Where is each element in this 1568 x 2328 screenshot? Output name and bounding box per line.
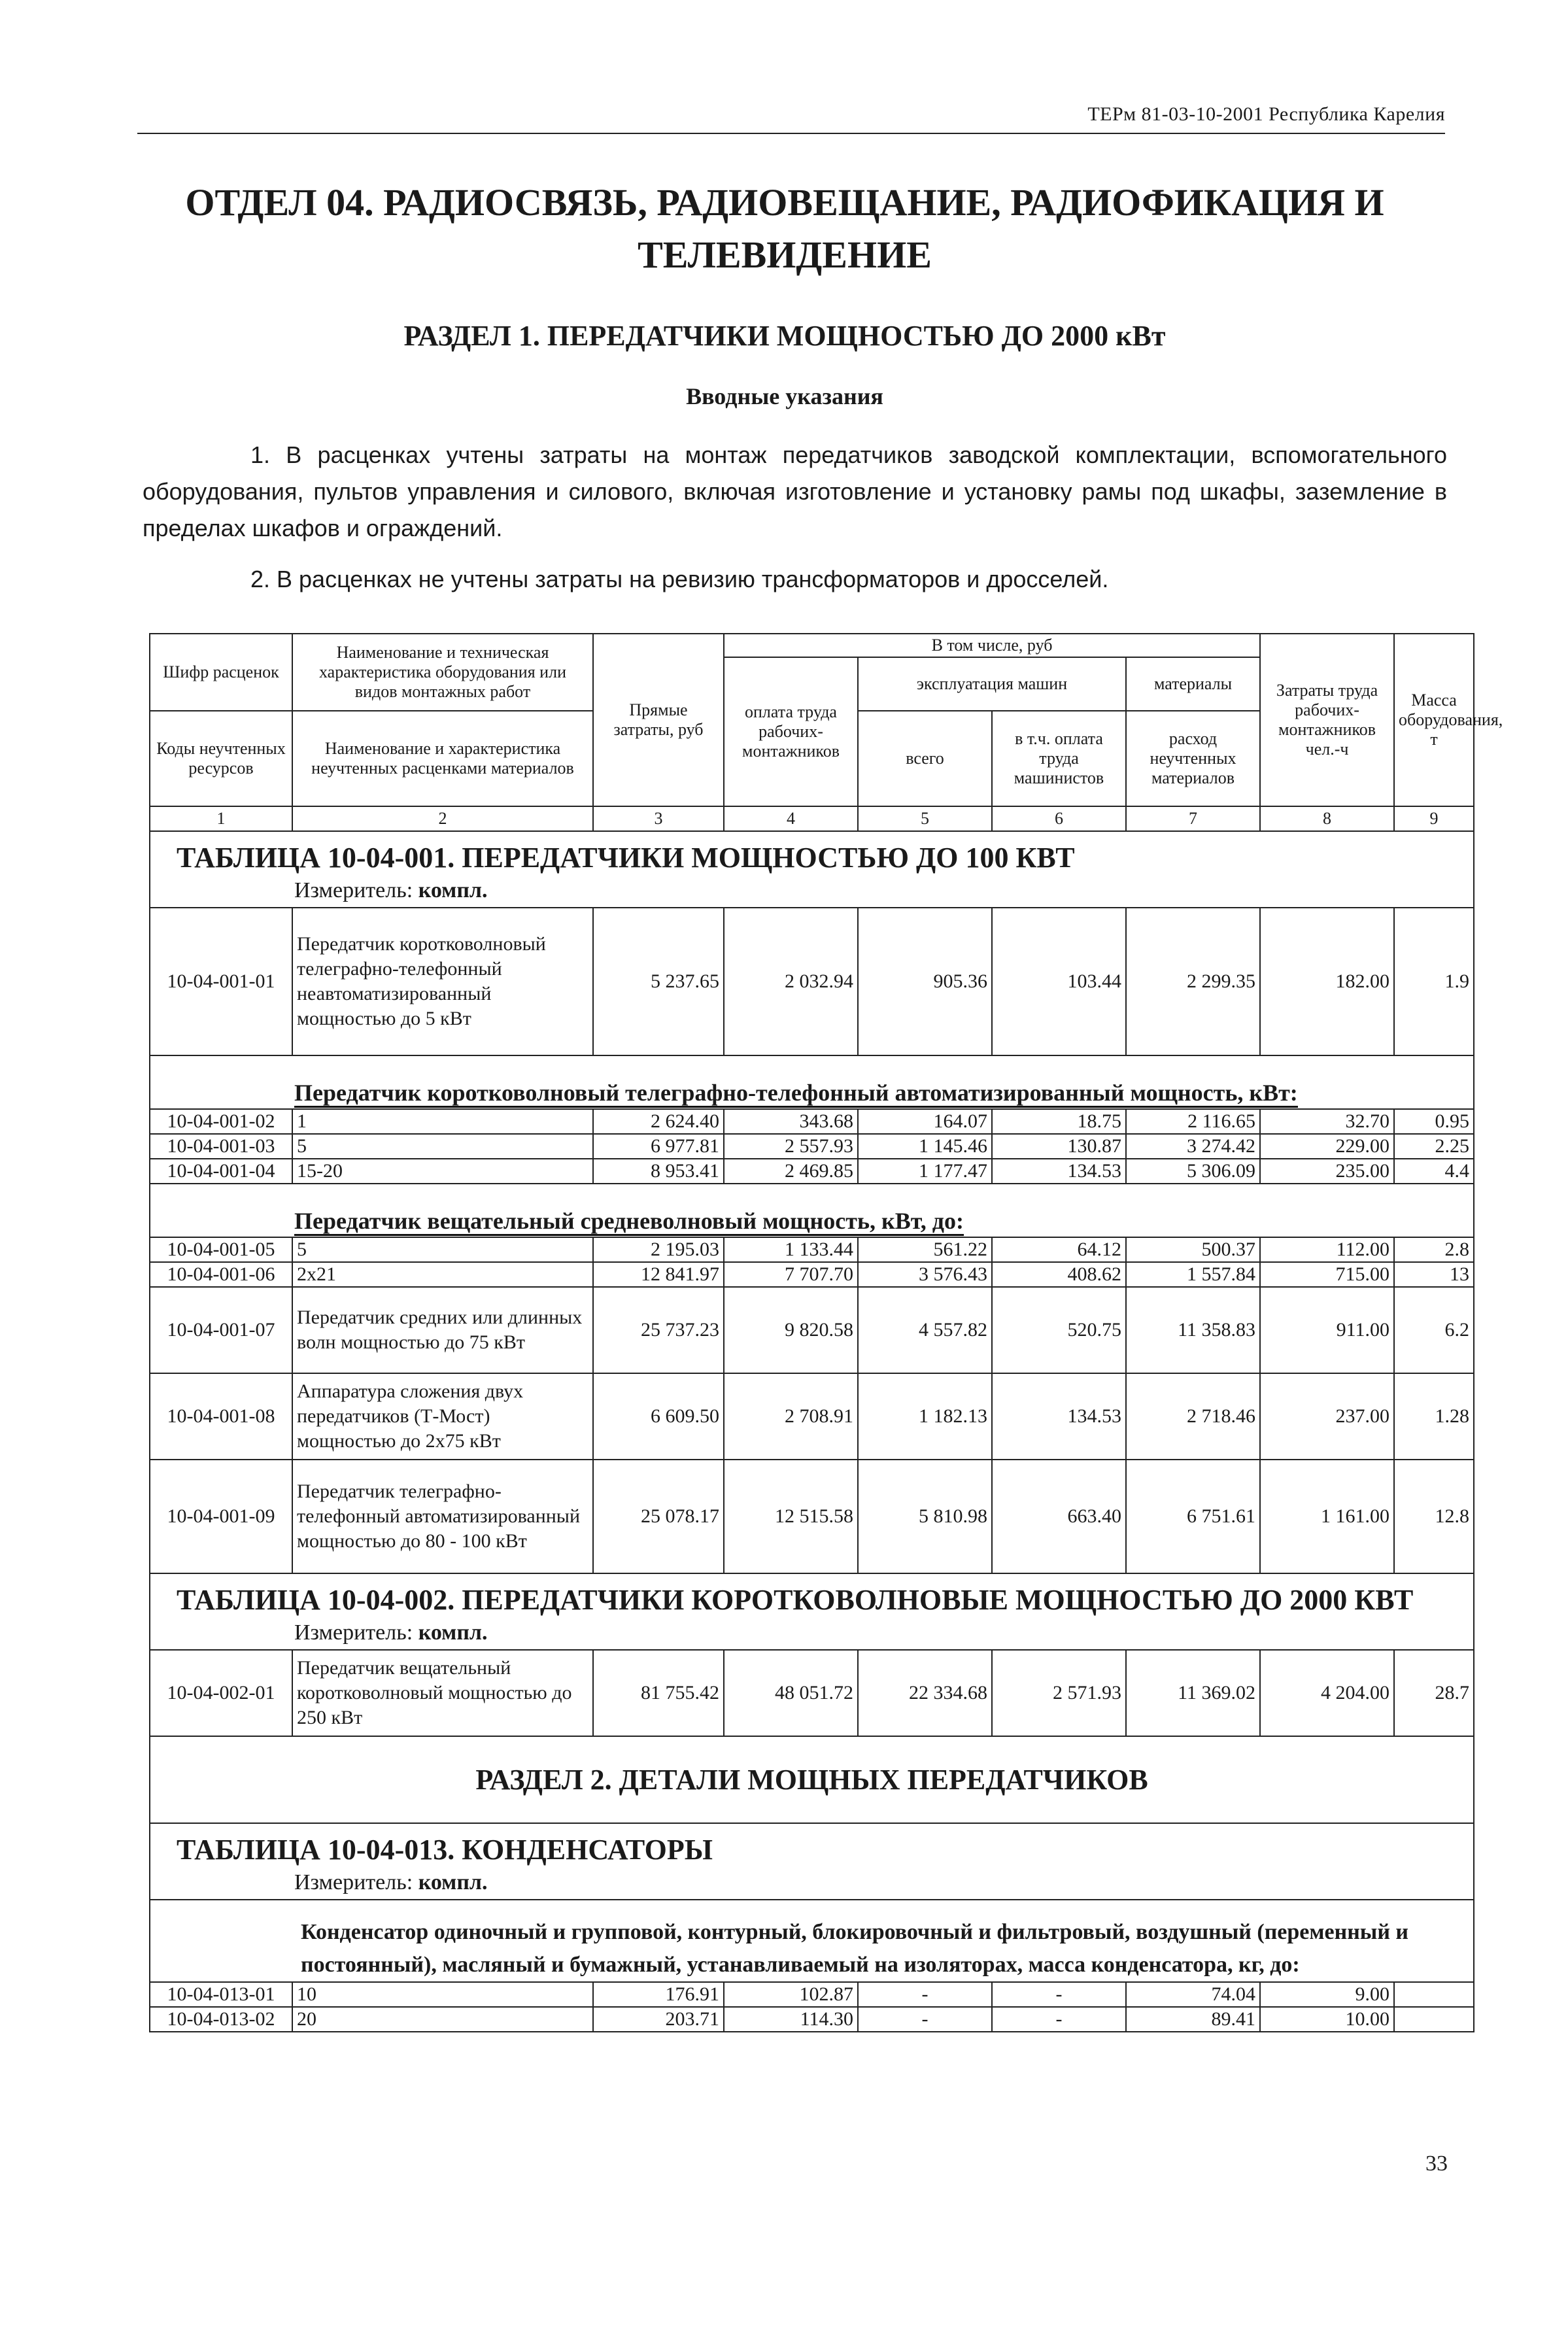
table-3-measure: Измеритель: компл. [150, 1869, 1474, 1900]
table-cell: 343.68 [724, 1109, 858, 1134]
table-cell: 5 [292, 1134, 593, 1159]
table-cell: 9.00 [1260, 1982, 1394, 2007]
table-row [150, 1109, 1474, 1134]
table-cell: 13 [1394, 1262, 1474, 1287]
table-cell: 10-04-013-01 [150, 1982, 292, 2007]
table-cell: 203.71 [593, 2007, 724, 2032]
table-cell: 25 078.17 [593, 1460, 724, 1573]
table-cell: - [858, 1982, 992, 2007]
table-cell: 905.36 [858, 908, 992, 1055]
table-cell: 10-04-001-09 [150, 1460, 292, 1573]
table-cell: 12 841.97 [593, 1262, 724, 1287]
intro-title: Вводные указания [686, 383, 883, 409]
table-cell: 2 557.93 [724, 1134, 858, 1159]
table-cell: 4 557.82 [858, 1287, 992, 1373]
table-cell: 408.62 [992, 1262, 1126, 1287]
table-cell: 28.7 [1394, 1650, 1474, 1736]
table-cell: 2 624.40 [593, 1109, 724, 1134]
col-number: 5 [858, 806, 992, 831]
hdr-incl: В том числе, руб [724, 634, 1260, 657]
col-number: 4 [724, 806, 858, 831]
table-cell: 6 977.81 [593, 1134, 724, 1159]
table-cell: - [992, 1982, 1126, 2007]
department-title [131, 177, 1439, 281]
table-cell: 2 571.93 [992, 1650, 1126, 1736]
table-cell: 164.07 [858, 1109, 992, 1134]
table-row [150, 1262, 1474, 1287]
table-row [150, 1237, 1474, 1262]
table-2-title-row [150, 1573, 1474, 1619]
table-cell: Передатчик средних или длинных волн мощностью до 75 кВт [292, 1287, 593, 1373]
table-cell: 10-04-001-08 [150, 1373, 292, 1460]
table-cell: 911.00 [1260, 1287, 1394, 1373]
table-cell: 1 177.47 [858, 1159, 992, 1184]
table-row [150, 1650, 1474, 1736]
table-cell: Передатчик телеграфно-телефонный автоматизированный мощностью до 80 - 100 кВт [292, 1460, 593, 1573]
table-1-title: ТАБЛИЦА 10-04-001. ПЕРЕДАТЧИКИ МОЩНОСТЬЮ ДО 100 КВТ [150, 831, 1474, 877]
table-cell: 2 718.46 [1126, 1373, 1260, 1460]
table-cell: 3 274.42 [1126, 1134, 1260, 1159]
table-cell: 715.00 [1260, 1262, 1394, 1287]
table-cell: Передатчик коротковолновый телеграфно-телефонный неавтоматизированный мощностью до 5 кВт [292, 908, 593, 1055]
table-3-measure-row [150, 1869, 1474, 1900]
table-row [150, 2007, 1474, 2032]
table-cell: 2 116.65 [1126, 1109, 1260, 1134]
table-cell: 1 182.13 [858, 1373, 992, 1460]
rates-table [149, 633, 1503, 2032]
table-cell: 2.8 [1394, 1237, 1474, 1262]
table-1-measure: Измеритель: компл. [150, 877, 1474, 908]
col-number: 1 [150, 806, 292, 831]
table-cell: 1 145.46 [858, 1134, 992, 1159]
table-cell: 663.40 [992, 1460, 1126, 1573]
table-cell: 1.28 [1394, 1373, 1474, 1460]
table-cell: 3 576.43 [858, 1262, 992, 1287]
table-row [150, 1982, 1474, 2007]
table-cell: 2 708.91 [724, 1373, 858, 1460]
table-2-measure-row [150, 1619, 1474, 1650]
table-cell: 81 755.42 [593, 1650, 724, 1736]
table-row [150, 1460, 1474, 1573]
table-cell: 10.00 [1260, 2007, 1394, 2032]
table-cell: 8 953.41 [593, 1159, 724, 1184]
table-cell: 10-04-001-05 [150, 1237, 292, 1262]
department-title-line-1: ОТДЕЛ 04. РАДИОСВЯЗЬ, РАДИОВЕЩАНИЕ, РАДИОФИКАЦИЯ И [185, 181, 1384, 224]
hdr-codes: Коды неучтенных ресурсов [150, 711, 292, 806]
table-cell: 6 609.50 [593, 1373, 724, 1460]
table-3-title-row [150, 1823, 1474, 1869]
section-2-row [150, 1736, 1474, 1823]
table-cell: 25 737.23 [593, 1287, 724, 1373]
table-cell: 74.04 [1126, 1982, 1260, 2007]
section-1-title: РАЗДЕЛ 1. ПЕРЕДАТЧИКИ МОЩНОСТЬЮ ДО 2000 кВт [403, 320, 1166, 352]
table-cell: 235.00 [1260, 1159, 1394, 1184]
table-cell: 10-04-001-01 [150, 908, 292, 1055]
hdr-direct: Прямые затраты, руб [593, 634, 724, 806]
table-cell: 134.53 [992, 1373, 1126, 1460]
table-cell: 22 334.68 [858, 1650, 992, 1736]
table-row [150, 1287, 1474, 1373]
table-cell: 5 306.09 [1126, 1159, 1260, 1184]
table-cell: 103.44 [992, 908, 1126, 1055]
table-row [150, 1373, 1474, 1460]
hdr-name: Наименование и техническая характеристика оборудования или видов монтажных работ [292, 634, 593, 711]
table-cell [1394, 1982, 1474, 2007]
intro-paragraph-2: 2. В расценках не учтены затраты на ревизию трансформаторов и дросселей. [250, 566, 1109, 592]
table-cell: 12.8 [1394, 1460, 1474, 1573]
hdr-machines-labor: в т.ч. оплата труда машинистов [992, 711, 1126, 806]
table-row [150, 908, 1474, 1055]
table-row [150, 1134, 1474, 1159]
table-cell: 89.41 [1126, 2007, 1260, 2032]
table-row [150, 1159, 1474, 1184]
table-cell: 4 204.00 [1260, 1650, 1394, 1736]
intro-paragraph-1: 1. В расценках учтены затраты на монтаж передатчиков заводской комплектации, вспомогательного оборудования, пультов управления и силового, включая изготовление и установку рамы под шкафы, заземление в пределах шкафов и ограждений. [143, 441, 1447, 541]
table-cell: 1 557.84 [1126, 1262, 1260, 1287]
table-cell: 500.37 [1126, 1237, 1260, 1262]
table-cell: 1 161.00 [1260, 1460, 1394, 1573]
hdr-labor: оплата труда рабочих-монтажников [724, 657, 858, 806]
table-cell: 6 751.61 [1126, 1460, 1260, 1573]
table-cell: 114.30 [724, 2007, 858, 2032]
table-cell: Аппаратура сложения двух передатчиков (Т-Мост) мощностью до 2x75 кВт [292, 1373, 593, 1460]
table-cell: 182.00 [1260, 908, 1394, 1055]
table-cell: 2x21 [292, 1262, 593, 1287]
hdr-hours: Затраты труда рабочих-монтажников чел.-ч [1260, 634, 1394, 806]
table-cell: 2 469.85 [724, 1159, 858, 1184]
table-cell: 176.91 [593, 1982, 724, 2007]
table-cell: 32.70 [1260, 1109, 1394, 1134]
group-heading: Конденсатор одиночный и групповой, контурный, блокировочный и фильтровый, воздушный (переменный и постоянный), масляный и бумажный, устанавливаемый на изоляторах, масса конденсатора, кг, до: [150, 1900, 1474, 1982]
group-heading: Передатчик вещательный средневолновый мощность, кВт, до: [150, 1184, 1474, 1237]
table-cell: 15-20 [292, 1159, 593, 1184]
hdr-code: Шифр расценок [150, 634, 292, 711]
hdr-materials-sub: расход неучтенных материалов [1126, 711, 1260, 806]
running-header: ТЕРм 81-03-10-2001 Республика Карелия [1087, 103, 1445, 125]
table-cell: 561.22 [858, 1237, 992, 1262]
header-rule [137, 133, 1445, 134]
page-number: 33 [1425, 2151, 1448, 2176]
table-cell: 130.87 [992, 1134, 1126, 1159]
table-3-title: ТАБЛИЦА 10-04-013. КОНДЕНСАТОРЫ [150, 1823, 1474, 1869]
table-cell: 7 707.70 [724, 1262, 858, 1287]
table-cell: 12 515.58 [724, 1460, 858, 1573]
table-cell: 5 237.65 [593, 908, 724, 1055]
table-cell: 9 820.58 [724, 1287, 858, 1373]
group-heading: Передатчик коротковолновый телеграфно-телефонный автоматизированный мощность, кВт: [150, 1055, 1474, 1109]
table-cell: 102.87 [724, 1982, 858, 2007]
table-cell: 10-04-001-04 [150, 1159, 292, 1184]
table-cell: - [858, 2007, 992, 2032]
department-title-line-2: ТЕЛЕВИДЕНИЕ [638, 233, 932, 276]
table-cell: 5 810.98 [858, 1460, 992, 1573]
table-cell: 11 358.83 [1126, 1287, 1260, 1373]
table-cell: 1 [292, 1109, 593, 1134]
hdr-mass: Масса оборудования, т [1394, 634, 1474, 806]
column-numbers-row [150, 806, 1474, 831]
table-cell: 6.2 [1394, 1287, 1474, 1373]
table-cell: 4.4 [1394, 1159, 1474, 1184]
table-cell: 10-04-002-01 [150, 1650, 292, 1736]
table-cell: 2 032.94 [724, 908, 858, 1055]
table-cell [1394, 2007, 1474, 2032]
table-cell: 11 369.02 [1126, 1650, 1260, 1736]
table-cell: Передатчик вещательный коротковолновый мощностью до 250 кВт [292, 1650, 593, 1736]
hdr-materials: материалы [1126, 657, 1260, 711]
table-1-measure-row [150, 877, 1474, 908]
group-row [150, 1055, 1474, 1109]
table-cell: 112.00 [1260, 1237, 1394, 1262]
section-2-title: РАЗДЕЛ 2. ДЕТАЛИ МОЩНЫХ ПЕРЕДАТЧИКОВ [150, 1736, 1474, 1823]
group-row [150, 1900, 1474, 1982]
table-cell: 237.00 [1260, 1373, 1394, 1460]
table-cell: 2.25 [1394, 1134, 1474, 1159]
table-cell: - [992, 2007, 1126, 2032]
table-cell: 64.12 [992, 1237, 1126, 1262]
table-cell: 10-04-001-06 [150, 1262, 292, 1287]
hdr-machines: эксплуатация машин [858, 657, 1126, 711]
col-number: 8 [1260, 806, 1394, 831]
table-cell: 10 [292, 1982, 593, 2007]
table-cell: 5 [292, 1237, 593, 1262]
table-cell: 1.9 [1394, 908, 1474, 1055]
group-row [150, 1184, 1474, 1237]
table-cell: 0.95 [1394, 1109, 1474, 1134]
table-cell: 229.00 [1260, 1134, 1394, 1159]
col-number: 2 [292, 806, 593, 831]
col-number: 3 [593, 806, 724, 831]
header-row-1 [150, 634, 1474, 657]
table-cell: 10-04-001-07 [150, 1287, 292, 1373]
table-cell: 134.53 [992, 1159, 1126, 1184]
table-cell: 20 [292, 2007, 593, 2032]
table-cell: 2 299.35 [1126, 908, 1260, 1055]
table-cell: 10-04-001-02 [150, 1109, 292, 1134]
hdr-materials-name: Наименование и характеристика неучтенных расценками материалов [292, 711, 593, 806]
table-cell: 1 133.44 [724, 1237, 858, 1262]
table-cell: 48 051.72 [724, 1650, 858, 1736]
col-number: 9 [1394, 806, 1474, 831]
table-cell: 10-04-001-03 [150, 1134, 292, 1159]
hdr-machines-total: всего [858, 711, 992, 806]
table-2-measure: Измеритель: компл. [150, 1619, 1474, 1650]
col-number: 7 [1126, 806, 1260, 831]
col-number: 6 [992, 806, 1126, 831]
table-2-title: ТАБЛИЦА 10-04-002. ПЕРЕДАТЧИКИ КОРОТКОВОЛНОВЫЕ МОЩНОСТЬЮ ДО 2000 КВТ [150, 1573, 1474, 1619]
table-1-title-row [150, 831, 1474, 877]
table-cell: 18.75 [992, 1109, 1126, 1134]
table-cell: 520.75 [992, 1287, 1126, 1373]
table-cell: 2 195.03 [593, 1237, 724, 1262]
table-cell: 10-04-013-02 [150, 2007, 292, 2032]
